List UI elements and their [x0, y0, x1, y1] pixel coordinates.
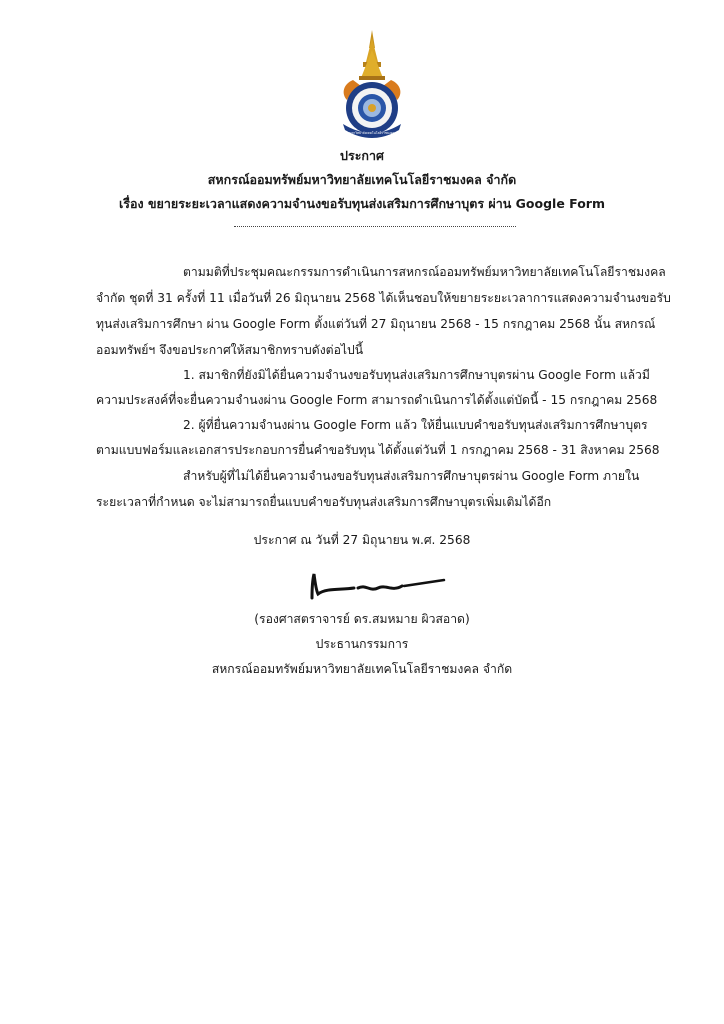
university-emblem-logo: [333, 28, 411, 140]
signer-name: (รองศาสตราจารย์ ดร.สมหมาย ผิวสอาด): [254, 612, 470, 626]
announcement-date: ประกาศ ณ วันที่ 27 มิถุนายน พ.ศ. 2568: [253, 533, 471, 547]
signature-image: [300, 568, 450, 602]
paragraph-1-line-4: ออมทรัพย์ฯ จึงขอประกาศให้สมาชิกทราบดังต่อไปนี้: [96, 343, 364, 357]
paragraph-1-line-1: ตามมติที่ประชุมคณะกรรมการดำเนินการสหกรณ์ออมทรัพย์มหาวิทยาลัยเทคโนโลยีราชมงคล: [183, 265, 666, 279]
item-2-line-2: ตามแบบฟอร์มและเอกสารประกอบการยื่นคำขอรับทุน ได้ตั้งแต่วันที่ 1 กรกฎาคม 2568 - 31 สิงหาคม 2568: [96, 443, 660, 457]
announcement-title: ประกาศ: [340, 148, 384, 163]
footer-organization: สหกรณ์ออมทรัพย์มหาวิทยาลัยเทคโนโลยีราชมงคล จำกัด: [211, 662, 513, 676]
logo-text: มหาวิทยาลัยเทคโนโลยีราชมงคล: [349, 131, 395, 135]
signer-position: ประธานกรรมการ: [315, 637, 409, 651]
paragraph-1-line-2: จำกัด ชุดที่ 31 ครั้งที่ 11 เมื่อวันที่ 26 มิถุนายน 2568 ได้เห็นชอบให้ขยายระยะเวลาการแสดงความจำนงขอรับ: [96, 291, 671, 305]
paragraph-2-line-2: ระยะเวลาที่กำหนด จะไม่สามารถยื่นแบบคำขอรับทุนส่งเสริมการศึกษาบุตรเพิ่มเติมได้อีก: [96, 495, 552, 509]
item-1-line-2: ความประสงค์ที่จะยื่นความจำนงผ่าน Google Form สามารถดำเนินการได้ตั้งแต่บัดนี้ - 15 กรกฎาคม 2568: [96, 393, 658, 407]
announcement-subject: เรื่อง ขยายระยะเวลาแสดงความจำนงขอรับทุนส่งเสริมการศึกษาบุตร ผ่าน Google Form: [119, 196, 605, 211]
paragraph-2-line-1: สำหรับผู้ที่ไม่ได้ยื่นความจำนงขอรับทุนส่งเสริมการศึกษาบุตรผ่าน Google Form ภายใน: [183, 469, 640, 483]
item-1-line-1: 1. สมาชิกที่ยังมิได้ยื่นความจำนงขอรับทุนส่งเสริมการศึกษาบุตรผ่าน Google Form แล้วมี: [183, 368, 650, 382]
dotted-divider: [234, 226, 516, 227]
organization-name: สหกรณ์ออมทรัพย์มหาวิทยาลัยเทคโนโลยีราชมงคล จำกัด: [207, 172, 517, 187]
paragraph-1-line-3: ทุนส่งเสริมการศึกษา ผ่าน Google Form ตั้งแต่วันที่ 27 มิถุนายน 2568 - 15 กรกฎาคม 2568 นั้น สหกรณ์: [96, 317, 656, 331]
item-2-line-1: 2. ผู้ที่ยื่นความจำนงผ่าน Google Form แล้ว ให้ยื่นแบบคำขอรับทุนส่งเสริมการศึกษาบุตร: [183, 418, 648, 432]
